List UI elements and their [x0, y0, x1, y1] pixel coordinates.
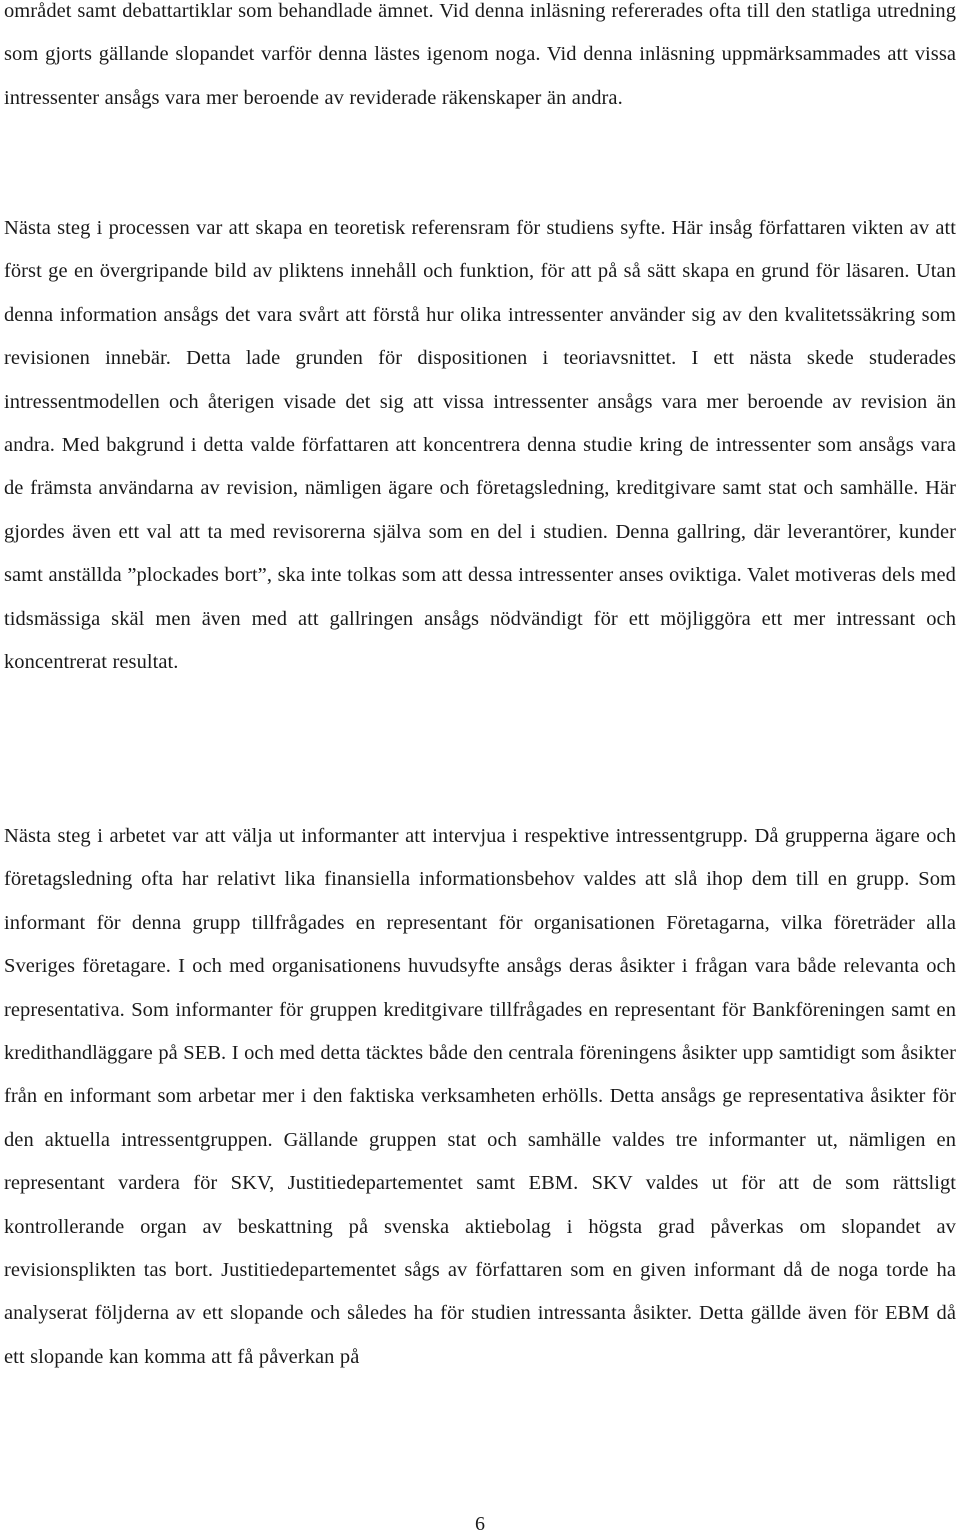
paragraph-continuation: området samt debattartiklar som behandlade ämnet. Vid denna inläsning refererades ofta till den statliga utredning som gjorts gällande slopandet varför denna lästes igenom noga. Vid denna inläsning uppmärksammades att vissa intressenter ansågs vara mer beroende av reviderade räkenskaper än andra.	[4, 0, 956, 109]
paragraph-theoretical-framework: Nästa steg i processen var att skapa en teoretisk referensram för studiens syfte. Här insåg författaren vikten av att först ge en övergripande bild av pliktens innehåll och funktion, för att på så sätt skapa en grund för läsaren. Utan denna information ansågs det vara svårt att förstå hur olika intressenter använder sig av den kvalitetssäkring som revisionen innebär. Detta lade grunden för dispositionen i teoriavsnittet. I ett nästa skede studerades intressentmodellen och återigen visade det sig att vissa intressenter ansågs vara mer beroende av revision än andra. Med bakgrund i detta valde författaren att koncentrera denna studie kring de intressenter som ansågs vara de främsta användarna av revision, nämligen ägare och företagsledning, kreditgivare samt stat och samhälle. Här gjordes även ett val att ta med revisorerna själva som en del i studien. Denna gallring, där leverantörer, kunder samt anställda ”plockades bort”, ska inte tolkas som att dessa intressenter anses oviktiga. Valet motiveras dels med tidsmässiga skäl men även med att gallringen ansågs nödvändigt för ett möjliggöra ett mer intressant och koncentrerat resultat.	[4, 217, 956, 674]
paragraph-informant-selection: Nästa steg i arbetet var att välja ut informanter att intervjua i respektive intressentgrupp. Då grupperna ägare och företagsledning ofta har relativt lika finansiella informationsbehov valdes att slå ihop dem till en grupp. Som informant för denna grupp tillfrågades en representant för organisationen Företagarna, vilka företräder alla Sveriges företagare. I och med organisationens huvudsyfte ansågs deras åsikter i frågan vara både relevanta och representativa. Som informanter för gruppen kreditgivare tillfrågades en representant för Bankföreningen samt en kredithandläggare på SEB. I och med detta täcktes både den centrala föreningens åsikter upp samtidigt som åsikter från en informant som arbetar mer i den faktiska verksamheten erhölls. Detta ansågs ge representativa åsikter för den aktuella intressentgruppen. Gällande gruppen stat och samhälle valdes tre informanter ut, nämligen en representant vardera för SKV, Justitiedepartementet samt EBM. SKV valdes ut för att de som rättsligt kontrollerande organ av beskattning på svenska aktiebolag i högsta grad påverkas om slopandet av revisionsplikten tas bort. Justitiedepartementet sågs av författaren som en given informant då de noga torde ha analyserat följderna av ett slopande och således ha för studien intressanta åsikter. Detta gällde även för EBM då ett slopande kan komma att få påverkan på	[4, 825, 956, 1368]
page-number: 6	[475, 1513, 485, 1535]
